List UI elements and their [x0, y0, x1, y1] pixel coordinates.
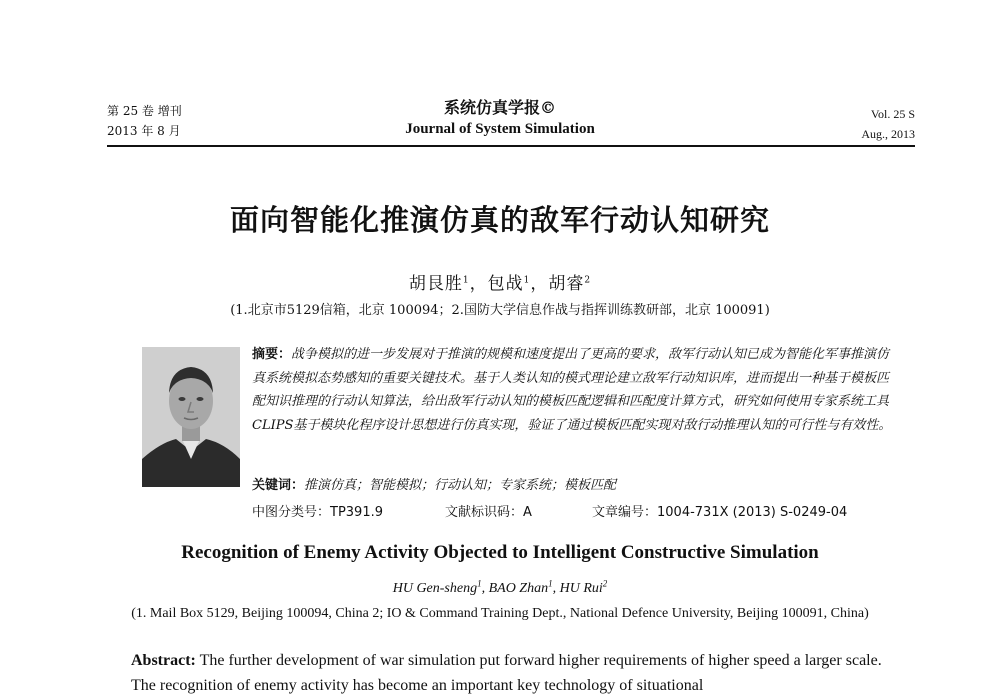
author-name: 胡艮胜: [408, 274, 463, 294]
paper-title-cn: 面向智能化推演仿真的敌军行动认知研究: [229, 203, 770, 237]
authors-cn: [0, 269, 1000, 294]
keywords-cn-text: 推演仿真；智能模拟；行动认知；专家系统；模板匹配: [304, 478, 617, 493]
keywords-cn: [252, 474, 900, 493]
author-photo: [142, 347, 240, 487]
document-code: 文献标识码：A: [445, 505, 532, 520]
author-superscript: 1: [477, 578, 482, 589]
affiliation-cn: (1.北京市5129信箱，北京 100094；2.国防大学信息作战与指挥训练教研部，北京 100091): [230, 303, 770, 318]
author-superscript: 2: [602, 578, 608, 589]
author-separator: ,: [552, 581, 560, 596]
author-photo-image: [142, 347, 240, 487]
author-name: HU Rui: [559, 581, 603, 596]
authors-en: [0, 578, 1000, 597]
author-name: HU Gen-sheng: [392, 581, 478, 596]
affiliation-en: (1. Mail Box 5129, Beijing 100094, China 2; IO & Command Training Dept., National Defence University, Beijing 100091, China): [131, 606, 869, 621]
journal-title-cn: 系统仿真学报©: [443, 98, 556, 117]
journal-title-en: Journal of System Simulation: [405, 121, 595, 137]
header-rule: [107, 145, 915, 147]
volume-en: Vol. 25 S: [870, 107, 915, 121]
paper-title-en: Recognition of Enemy Activity Objected to Intelligent Constructive Simulation: [181, 542, 819, 563]
author-separator: ，: [530, 274, 549, 294]
volume-cn: 第 25 卷 增刊: [107, 104, 182, 118]
abstract-en: [131, 648, 891, 698]
abstract-en-label: Abstract:: [131, 652, 196, 669]
date-cn: 2013 年 8 月: [107, 124, 181, 138]
abstract-cn-text: 战争模拟的进一步发展对于推演的规模和速度提出了更高的要求，敌军行动认知已成为智能化军事推演仿真系统模拟态势感知的重要关键技术。基于人类认知的模式理论建立敌军行动知识库，进而提出一种基于模板匹配知识推理的行动认知算法，给出敌军行动认知的模板匹配逻辑和匹配度计算方式，研究如何使用专家系统工具CLIPS基于模块化程序设计思想进行仿真实现，验证了通过模板匹配实现对敌行动推理认知的可行性与有效性。: [252, 347, 892, 433]
author-name: 包战: [487, 274, 524, 294]
abstract-en-text: The further development of war simulation put forward higher requirements of higher speed a larger scale. The recognition of enemy activity has become an important key technology of situational: [131, 652, 882, 694]
article-number: 文章编号：1004-731X (2013) S-0249-04: [592, 505, 848, 520]
abstract-cn-label: 摘要：: [252, 347, 292, 362]
keywords-cn-label: 关键词：: [252, 478, 305, 493]
author-superscript: 1: [548, 578, 553, 589]
author-superscript: 1: [523, 275, 531, 286]
author-name: 胡睿: [548, 274, 585, 294]
author-separator: ,: [481, 581, 489, 596]
date-en: Aug., 2013: [861, 127, 915, 141]
abstract-cn: [252, 343, 900, 437]
author-name: BAO Zhan: [488, 581, 549, 596]
author-superscript: 2: [584, 275, 592, 286]
author-superscript: 1: [462, 275, 470, 286]
clc-number: 中图分类号：TP391.9: [252, 505, 383, 520]
author-separator: ，: [469, 274, 488, 294]
